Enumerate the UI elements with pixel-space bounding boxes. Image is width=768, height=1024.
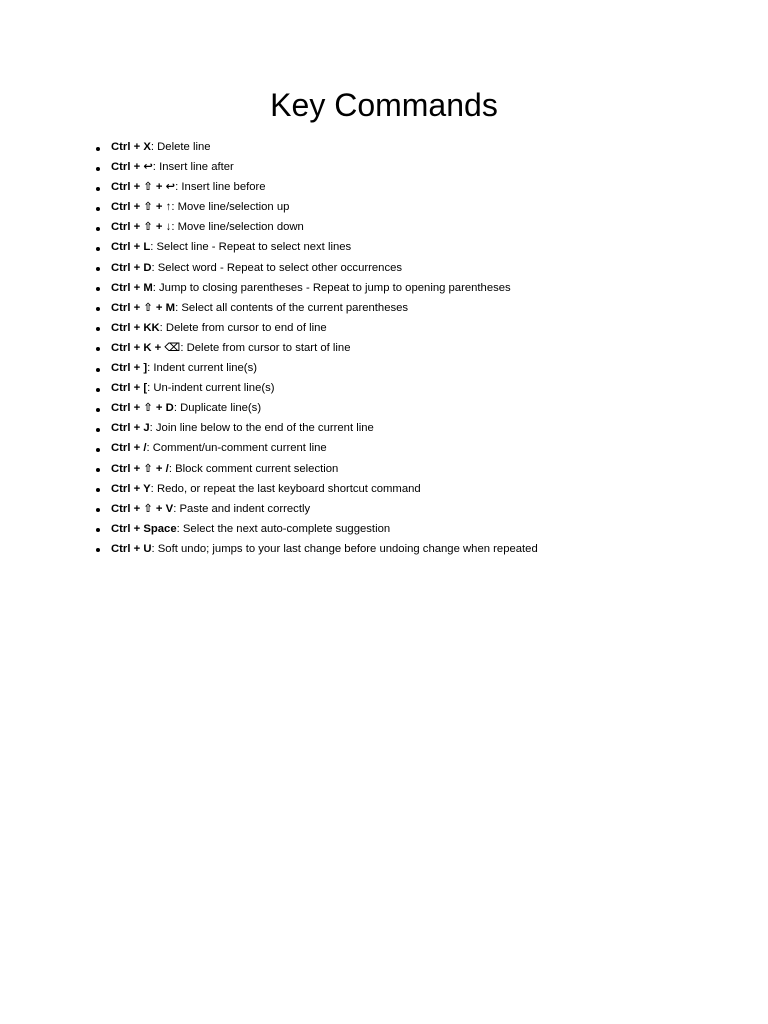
bullet-icon [96,347,100,351]
bullet-icon [96,468,100,472]
shortcut-description: : Select word - Repeat to select other occurrences [151,261,403,274]
list-item [0,501,538,521]
page-title: Key Commands [270,87,498,123]
shortcut-description: : Insert line before [175,181,266,194]
list-item [0,300,538,320]
list-item [0,400,538,420]
shortcut-description: : Soft undo; jumps to your last change before undoing change when repeated [151,542,538,555]
list-item [0,199,538,219]
bullet-icon [96,147,100,151]
shortcut-keys: Ctrl + Y [111,482,151,495]
shortcut-description: : Select the next auto-complete suggestion [176,522,391,535]
list-item [0,541,538,561]
shortcut-keys: Ctrl + X [111,141,151,153]
bullet-icon [96,207,100,211]
shortcut-description: : Duplicate line(s) [173,402,262,415]
list-item [0,239,538,259]
bullet-icon [96,187,100,191]
shortcut-keys: Ctrl + L [111,241,151,254]
bullet-icon [96,508,100,512]
list-item [0,420,538,440]
bullet-icon [96,267,100,271]
bullet-icon [96,167,100,171]
shortcut-description: : Select all contents of the current parentheses [175,301,409,314]
shortcut-keys: Ctrl + [ [111,382,148,395]
shortcut-description: : Move line/selection down [171,221,304,234]
bullet-icon [96,327,100,331]
shortcut-keys: Ctrl + K + ⌫ [111,341,181,354]
bullet-icon [96,448,100,452]
shortcut-description: : Select line - Repeat to select next lines [150,241,352,254]
bullet-icon [96,408,100,412]
shortcut-description: : Delete from cursor to end of line [159,321,327,334]
bullet-icon [96,287,100,291]
list-item [0,219,538,239]
list-item [0,461,538,481]
bullet-icon [96,548,100,552]
bullet-icon [96,227,100,231]
shortcut-keys: Ctrl + ⇧ + M [111,301,176,314]
bullet-icon [96,528,100,532]
shortcut-keys: Ctrl + KK [111,321,160,334]
list-item [0,481,538,501]
shortcut-keys: Ctrl + ⇧ + ↓ [111,221,172,234]
shortcut-description: : Move line/selection up [171,201,290,214]
shortcut-keys: Ctrl + ⇧ + ↑ [111,201,172,214]
shortcut-description: : Insert line after [152,161,234,174]
shortcut-keys: Ctrl + ⇧ + V [111,502,174,515]
list-item [0,440,538,460]
bullet-icon [96,368,100,372]
shortcut-keys: Ctrl + ⇧ + ↩ [111,181,176,194]
shortcut-description: : Delete from cursor to start of line [180,341,351,354]
shortcut-keys: Ctrl + ↩ [111,161,153,174]
bullet-icon [96,247,100,251]
shortcut-description: : Paste and indent correctly [173,502,311,515]
shortcut-keys: Ctrl + J [111,422,150,435]
shortcut-description: : Delete line [150,141,211,153]
bullet-icon [96,307,100,311]
shortcut-description: : Redo, or repeat the last keyboard shortcut command [150,482,421,495]
bullet-icon [96,388,100,392]
shortcut-keys: Ctrl + / [111,442,147,455]
shortcut-keys: Ctrl + Space [111,522,177,535]
shortcut-description: : Indent current line(s) [147,362,257,375]
list-item [0,340,538,360]
bullet-icon [96,428,100,432]
shortcut-description: : Join line below to the end of the current line [149,422,374,435]
shortcut-keys: Ctrl + D [111,261,152,274]
key-command-list [0,139,538,561]
list-item [0,260,538,280]
list-item [0,179,538,199]
shortcut-keys: Ctrl + ⇧ + D [111,402,174,415]
bullet-icon [96,488,100,492]
list-item [0,380,538,400]
shortcut-keys: Ctrl + M [111,281,153,294]
shortcut-keys: Ctrl + U [111,542,152,555]
shortcut-keys: Ctrl + ⇧ + / [111,462,169,475]
shortcut-description: : Comment/un-comment current line [146,442,327,455]
list-item [0,521,538,541]
list-item [0,320,538,340]
list-item [0,360,538,380]
shortcut-description: : Jump to closing parentheses - Repeat to jump to opening parentheses [152,281,511,294]
list-item [0,139,538,159]
shortcut-keys: Ctrl + ] [111,362,148,375]
shortcut-description: : Block comment current selection [168,462,339,475]
list-item [0,159,538,179]
shortcut-description: : Un-indent current line(s) [147,382,275,395]
list-item [0,280,538,300]
